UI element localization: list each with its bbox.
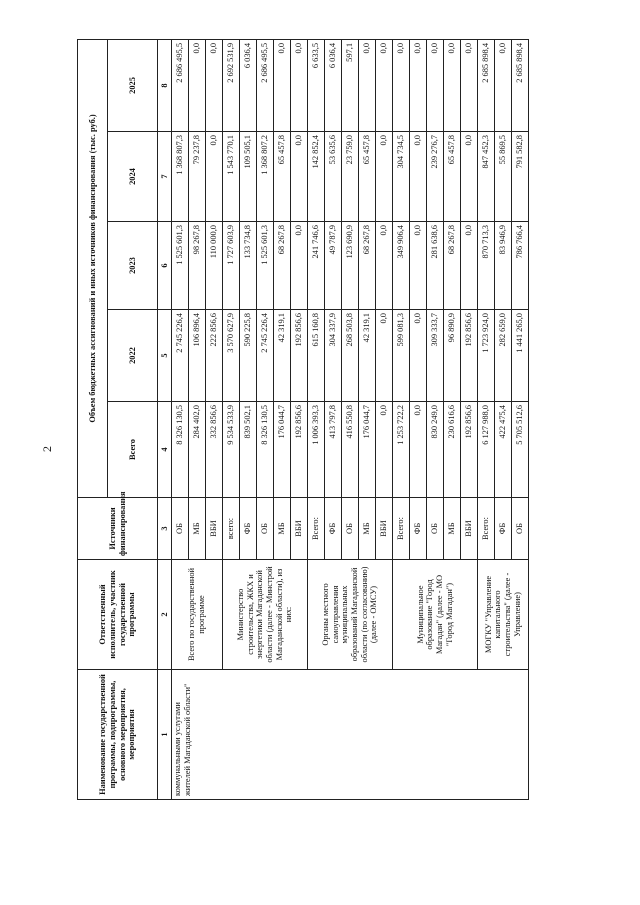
value-2025: 6 633,5 (308, 39, 325, 131)
value-2025: 2 692 531,9 (223, 39, 240, 131)
value-2023: 110 000,0 (206, 222, 223, 310)
index-cell: 4 (158, 402, 172, 498)
source-cell: МБ (274, 498, 291, 560)
value-2025: 0,0 (359, 39, 376, 131)
value-2023: 241 746,6 (308, 222, 325, 310)
value-2024: 1 368 807,3 (172, 132, 189, 222)
source-cell: ОБ (512, 498, 529, 560)
value-2023: 0,0 (461, 222, 478, 310)
value-2022: 192 856,6 (461, 310, 478, 402)
source-cell: ВБИ (206, 498, 223, 560)
value-2024: 0,0 (461, 132, 478, 222)
value-total: 230 616,6 (444, 402, 461, 498)
value-2025: 2 686 495,5 (172, 39, 189, 131)
value-2024: 55 869,5 (495, 132, 512, 222)
source-cell: ОБ (172, 498, 189, 560)
value-2023: 786 766,4 (512, 222, 529, 310)
source-cell: МБ (359, 498, 376, 560)
value-2023: 0,0 (410, 222, 427, 310)
value-2022: 268 503,8 (342, 310, 359, 402)
value-total: 1 253 722,2 (393, 402, 410, 498)
value-2025: 0,0 (444, 39, 461, 131)
value-2025: 0,0 (376, 39, 393, 131)
executor-cell: Органы местного самоуправления муниципальных образований Магаданской области (по согласованию) (далее - ОМСУ) (308, 560, 393, 670)
value-2022: 42 319,1 (359, 310, 376, 402)
value-2024: 847 452,3 (478, 132, 495, 222)
value-total: 192 856,6 (461, 402, 478, 498)
value-2024: 79 237,8 (189, 132, 206, 222)
index-cell: 3 (158, 498, 172, 560)
value-2025: 0,0 (393, 39, 410, 131)
value-2023: 0,0 (291, 222, 308, 310)
value-total: 8 326 130,5 (172, 402, 189, 498)
value-2025: 2 686 495,5 (257, 39, 274, 131)
value-2025: 0,0 (274, 39, 291, 131)
value-total: 839 502,1 (240, 402, 257, 498)
value-2023: 68 267,8 (444, 222, 461, 310)
header-source: Источники финансирования (78, 498, 158, 560)
index-cell: 1 (158, 670, 172, 800)
value-2022: 106 896,4 (189, 310, 206, 402)
value-total: 6 127 988,0 (478, 402, 495, 498)
value-2022: 2 745 226,4 (257, 310, 274, 402)
source-cell: ОБ (427, 498, 444, 560)
budget-table-sheet (77, 40, 567, 800)
value-2024: 23 759,0 (342, 132, 359, 222)
value-2024: 304 734,5 (393, 132, 410, 222)
executor-cell: МОГКУ "Управление капитального строительства" (далее - Управление) (478, 560, 529, 670)
header-executor: Ответственный исполнитель, участник государственной программы (78, 560, 158, 670)
value-2025: 597,1 (342, 39, 359, 131)
value-2023: 68 267,8 (274, 222, 291, 310)
value-2023: 281 638,6 (427, 222, 444, 310)
source-cell: ОБ (342, 498, 359, 560)
executor-cell: Всего по государственной программе (172, 560, 223, 670)
value-2022: 615 160,8 (308, 310, 325, 402)
source-cell: МБ (189, 498, 206, 560)
value-2022: 304 337,9 (325, 310, 342, 402)
table-body (172, 39, 529, 799)
table-row (172, 39, 189, 799)
value-2025: 0,0 (461, 39, 478, 131)
source-cell: ВБИ (376, 498, 393, 560)
source-cell: Всего: (308, 498, 325, 560)
value-2023: 1 727 603,9 (223, 222, 240, 310)
value-total: 0,0 (376, 402, 393, 498)
value-2024: 65 457,8 (359, 132, 376, 222)
source-cell: ФБ (240, 498, 257, 560)
value-2025: 2 685 898,4 (478, 39, 495, 131)
value-2024: 53 635,6 (325, 132, 342, 222)
header-program-name: Наименование государственной программы, подпрограммы, основного мероприятия, мероприятия (78, 670, 158, 800)
value-2023: 133 734,8 (240, 222, 257, 310)
value-2023: 83 946,9 (495, 222, 512, 310)
value-total: 176 044,7 (274, 402, 291, 498)
value-total: 0,0 (410, 402, 427, 498)
value-total: 284 402,0 (189, 402, 206, 498)
page-number: 2 (40, 446, 54, 452)
value-2025: 0,0 (189, 39, 206, 131)
budget-table (77, 39, 529, 800)
value-total: 1 006 393,3 (308, 402, 325, 498)
value-total: 830 249,0 (427, 402, 444, 498)
value-total: 9 534 533,9 (223, 402, 240, 498)
value-2023: 349 906,4 (393, 222, 410, 310)
value-2024: 65 457,8 (444, 132, 461, 222)
header-2024: 2024 (108, 132, 158, 222)
value-2025: 2 685 898,4 (512, 39, 529, 131)
value-2023: 1 525 601,3 (172, 222, 189, 310)
value-2024: 1 543 770,1 (223, 132, 240, 222)
header-funding-group: Объем бюджетных ассигнований и иных источников финансирования (тыс. руб.) (78, 39, 108, 497)
program-name-cell: коммунальными услугами жителей Магаданской области" (172, 670, 529, 800)
value-2024: 142 852,4 (308, 132, 325, 222)
value-2023: 49 787,9 (325, 222, 342, 310)
value-2025: 0,0 (410, 39, 427, 131)
value-2023: 870 713,3 (478, 222, 495, 310)
value-2024: 0,0 (376, 132, 393, 222)
value-2024: 0,0 (206, 132, 223, 222)
header-2025: 2025 (108, 39, 158, 131)
index-cell: 2 (158, 560, 172, 670)
value-2022: 599 081,3 (393, 310, 410, 402)
value-2025: 6 036,4 (325, 39, 342, 131)
source-cell: Всего: (393, 498, 410, 560)
source-cell: ФБ (495, 498, 512, 560)
value-2022: 282 659,0 (495, 310, 512, 402)
index-cell: 6 (158, 222, 172, 310)
value-2024: 109 505,1 (240, 132, 257, 222)
value-total: 416 550,8 (342, 402, 359, 498)
value-2025: 6 036,4 (240, 39, 257, 131)
value-2024: 0,0 (291, 132, 308, 222)
value-2024: 0,0 (410, 132, 427, 222)
value-2022: 96 890,9 (444, 310, 461, 402)
source-cell: Всего: (478, 498, 495, 560)
source-cell: ВБИ (461, 498, 478, 560)
index-cell: 5 (158, 310, 172, 402)
value-2022: 309 333,7 (427, 310, 444, 402)
value-2024: 1 368 807,2 (257, 132, 274, 222)
value-2023: 1 525 601,3 (257, 222, 274, 310)
header-2023: 2023 (108, 222, 158, 310)
value-2023: 0,0 (376, 222, 393, 310)
value-total: 422 475,4 (495, 402, 512, 498)
header-total: Всего (108, 402, 158, 498)
value-2025: 0,0 (495, 39, 512, 131)
value-2023: 68 267,8 (359, 222, 376, 310)
index-cell: 7 (158, 132, 172, 222)
value-2022: 42 319,1 (274, 310, 291, 402)
value-2024: 65 457,8 (274, 132, 291, 222)
value-total: 8 326 130,5 (257, 402, 274, 498)
value-total: 332 856,6 (206, 402, 223, 498)
executor-cell: Муниципальное образование "Город Магадан" (далее - МО "Город Магадан") (393, 560, 478, 670)
header-2022: 2022 (108, 310, 158, 402)
value-2022: 222 856,6 (206, 310, 223, 402)
source-cell: ФБ (410, 498, 427, 560)
source-cell: ВБИ (291, 498, 308, 560)
value-2025: 0,0 (427, 39, 444, 131)
value-2023: 123 690,9 (342, 222, 359, 310)
source-cell: всего: (223, 498, 240, 560)
value-2022: 2 745 226,4 (172, 310, 189, 402)
value-total: 413 797,8 (325, 402, 342, 498)
value-2024: 239 276,7 (427, 132, 444, 222)
value-2022: 3 570 627,9 (223, 310, 240, 402)
value-total: 192 856,6 (291, 402, 308, 498)
value-2022: 192 856,6 (291, 310, 308, 402)
value-2022: 0,0 (410, 310, 427, 402)
executor-cell: Министерство строительства, ЖКХ и энергетики Магаданской области (далее - Минстрой Магаданской области), из них: (223, 560, 308, 670)
value-2023: 98 267,8 (189, 222, 206, 310)
source-cell: ОБ (257, 498, 274, 560)
source-cell: ФБ (325, 498, 342, 560)
value-2022: 1 723 924,0 (478, 310, 495, 402)
value-2022: 1 441 265,0 (512, 310, 529, 402)
value-total: 176 044,7 (359, 402, 376, 498)
value-2024: 791 582,8 (512, 132, 529, 222)
value-total: 5 705 512,6 (512, 402, 529, 498)
value-2022: 0,0 (376, 310, 393, 402)
value-2025: 0,0 (206, 39, 223, 131)
index-cell: 8 (158, 39, 172, 131)
value-2025: 0,0 (291, 39, 308, 131)
source-cell: МБ (444, 498, 461, 560)
value-2022: 590 225,8 (240, 310, 257, 402)
